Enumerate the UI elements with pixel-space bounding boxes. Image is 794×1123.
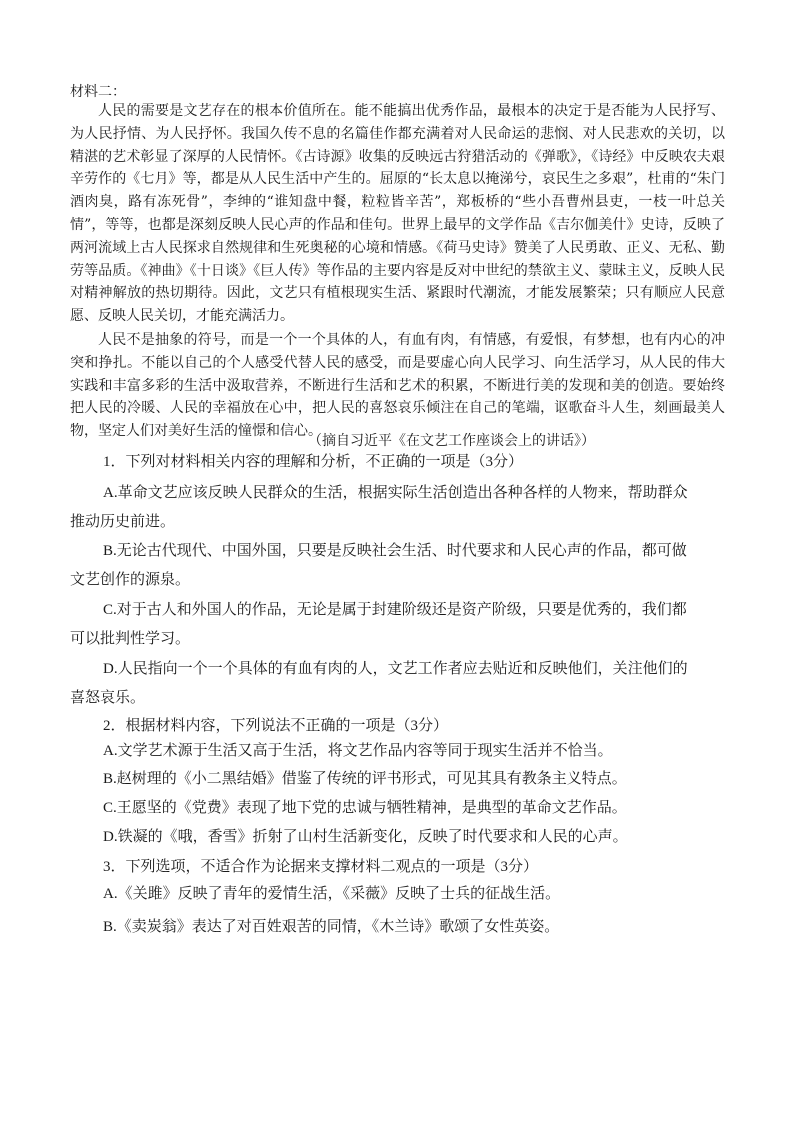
question-1-option-b[interactable]	[70, 537, 723, 595]
option-b-line-2: 文艺创作的源泉。	[70, 572, 191, 588]
question-1-option-a[interactable]	[70, 479, 723, 537]
question-2-option-a[interactable]: A.文学艺术源于生活又高于生活，将文艺作品内容等同于现实生活并不恰当。	[103, 743, 613, 759]
option-d-line-1: D.人民指向一个一个具体的有血有肉的人，文艺工作者应去贴近和反映他们，关注他们的	[103, 661, 688, 677]
material-heading: 材料二：	[70, 84, 126, 100]
material-paragraph-1: 人民的需要是文艺存在的根本价值所在。能不能搞出优秀作品，最根本的决定于是否能为人民抒写、为人民抒情、为人民抒怀。我国久传不息的名篇佳作都充满着对人民命运的悲悯、对人民悲欢的关切，以精湛的艺术彰显了深厚的人民情怀。《古诗源》收集的反映远古狩猎活动的《弹歌》，《诗经》中反映农夫艰辛劳作的《七月》等，都是从人民生活中产生的。屈原的“长太息以掩涕兮，哀民生之多艰”，杜甫的“朱门酒肉臭，路有冻死骨”，李绅的“谁知盘中餐，粒粒皆辛苦”，郑板桥的“些小吾曹州县吏，一枝一叶总关情”，等等，也都是深刻反映人民心声的作品和佳句。世界上最早的文学作品《吉尔伽美什》史诗，反映了两河流域上古人民探求自然规律和生死奥秘的心境和情感。《荷马史诗》赞美了人民勇敢、正义、无私、勤劳等品质。《神曲》《十日谈》《巨人传》等作品的主要内容是反对中世纪的禁欲主义、蒙昧主义，反映人民对精神解放的热切期待。因此，文艺只有植根现实生活、紧跟时代潮流，才能发展繁荣；只有顺应人民意愿、反映人民关切，才能充满活力。	[70, 103, 725, 325]
material-source: （摘自习近平《在文艺工作座谈会上的讲话》）	[308, 433, 595, 449]
option-d-line-2: 喜怒哀乐。	[70, 690, 146, 706]
question-3-option-b[interactable]: B.《卖炭翁》表达了对百姓艰苦的同情，《木兰诗》歌颂了女性英姿。	[103, 919, 560, 935]
question-1-option-d[interactable]	[70, 655, 723, 713]
option-a-line-1: A.革命文艺应该反映人民群众的生活，根据实际生活创造出各种各样的人物来，帮助群众	[103, 485, 688, 501]
option-c-line-1: C.对于古人和外国人的作品，无论是属于封建阶级还是资产阶级，只要是优秀的，我们都	[103, 602, 687, 618]
question-2-option-d[interactable]: D.铁凝的《哦，香雪》折射了山村生活新变化，反映了时代要求和人民的心声。	[103, 829, 628, 845]
question-2-option-c[interactable]: C.王愿坚的《党费》表现了地下党的忠诚与牺牲精神，是典型的革命文艺作品。	[103, 800, 627, 816]
question-3-stem: 3．下列选项，不适合作为论据来支撑材料二观点的一项是（3分）	[103, 859, 539, 875]
option-b-line-1: B.无论古代现代、中国外国，只要是反映社会生活、时代要求和人民心声的作品，都可做	[103, 543, 687, 559]
question-2-option-b[interactable]: B.赵树理的《小二黑结婚》借鉴了传统的评书形式，可见其具有教条主义特点。	[103, 771, 627, 787]
question-3-option-a[interactable]: A.《关雎》反映了青年的爱情生活，《采薇》反映了士兵的征战生活。	[103, 886, 561, 902]
question-1-option-c[interactable]	[70, 596, 723, 654]
material-paragraph-2: 人民不是抽象的符号，而是一个一个具体的人，有血有肉，有情感，有爱恨，有梦想，也有内心的冲突和挣扎。不能以自己的个人感受代替人民的感受，而是要虚心向人民学习、向生活学习，从人民的伟大实践和丰富多彩的生活中汲取营养，不断进行生活和艺术的积累，不断进行美的发现和美的创造。要始终把人民的冷暖、人民的幸福放在心中，把人民的喜怒哀乐倾注在自己的笔端，讴歌奋斗人生，刻画最美人物，坚定人们对美好生活的憧憬和信心。	[70, 332, 725, 440]
question-1-stem: 1．下列对材料相关内容的理解和分析，不正确的一项是（3分）	[103, 454, 524, 470]
option-c-line-2: 可以批判性学习。	[70, 631, 191, 647]
option-a-line-2: 推动历史前进。	[70, 514, 176, 530]
question-2-stem: 2．根据材料内容，下列说法不正确的一项是（3分）	[103, 718, 449, 734]
